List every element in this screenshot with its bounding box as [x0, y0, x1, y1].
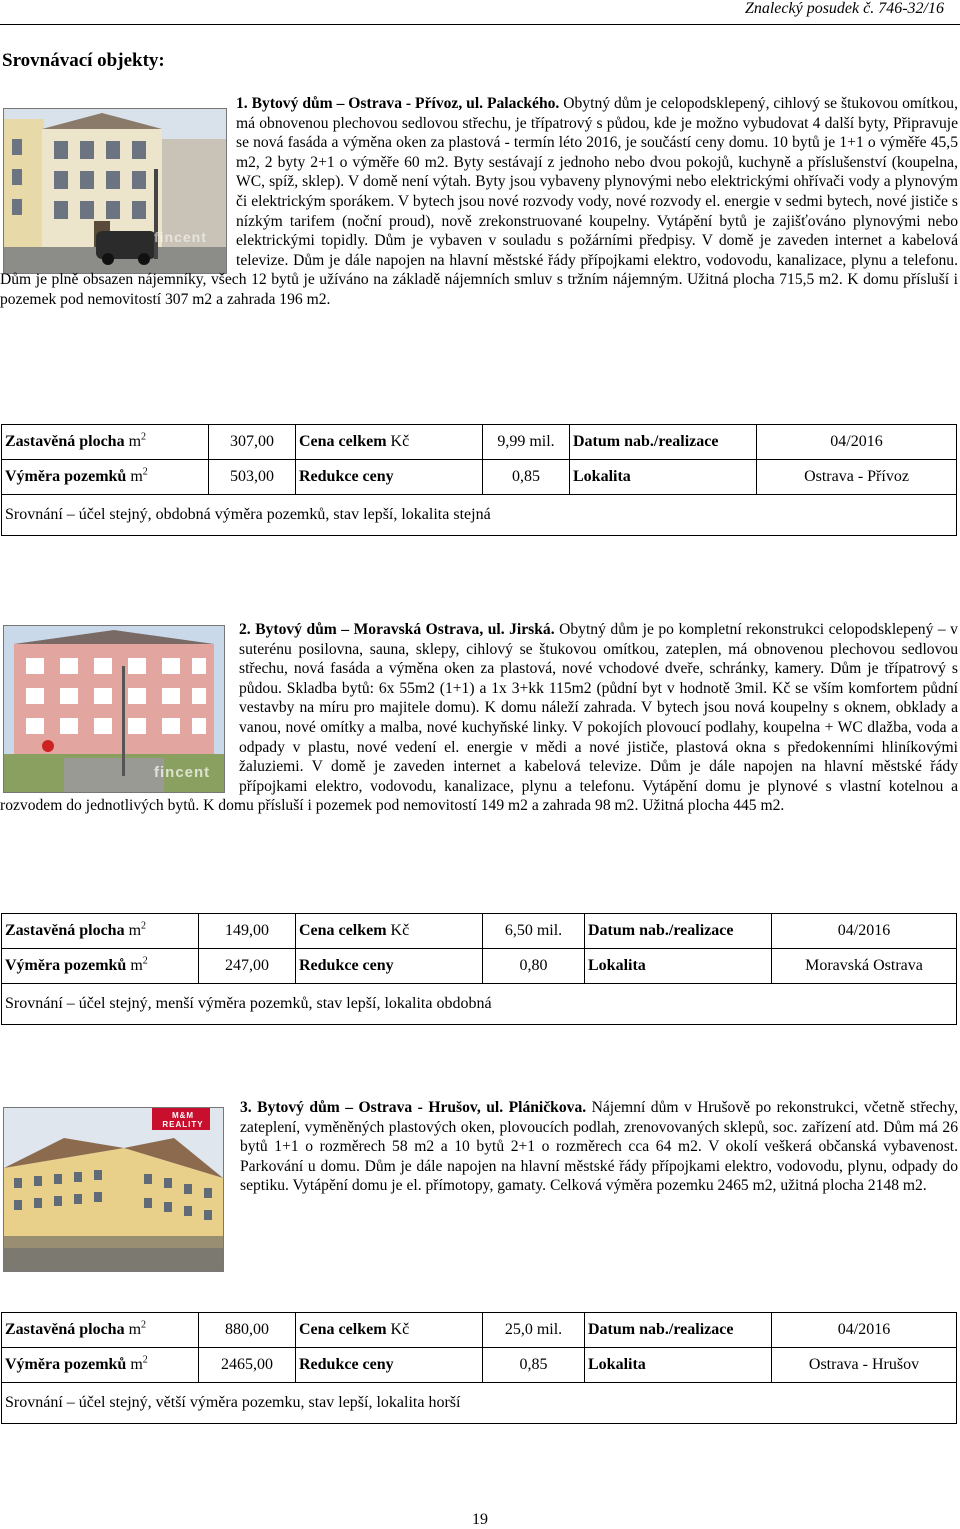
zastavena-plocha-value: 149,00 — [199, 914, 296, 949]
srovnani-text: Srovnání – účel stejný, menší výměra pozemků, stav lepší, lokalita obdobná — [2, 984, 957, 1025]
photo-watermark-3: M&M REALITY — [162, 1111, 204, 1129]
object-3-parameters-table: Zastavěná plocha $m^2$ 880,00 Cena celkem Kč 25,0 mil. Datum nab./realizace 04/2016 Výměra pozemků $m^2$ 2465,00 Redukce ceny 0,85 Lokalita Ostrava - Hrušov Srovnání – účel stejný, větší výměra pozemku, stav lepší, lokalita horší — [1, 1312, 957, 1424]
document-header: Znalecký posudek č. 746-32/16 — [744, 0, 944, 17]
datum-value: 04/2016 — [772, 914, 957, 949]
redukce-value: 0,85 — [483, 460, 570, 495]
vymera-pozemku-value: 2465,00 — [199, 1348, 296, 1383]
header-divider — [0, 24, 960, 25]
datum-value: 04/2016 — [772, 1313, 957, 1348]
redukce-value: 0,85 — [483, 1348, 585, 1383]
lokalita-value: Moravská Ostrava — [772, 949, 957, 984]
object-2-description — [0, 620, 958, 816]
object-1-heading: 1. Bytový dům – Ostrava - Přívoz, ul. Palackého. — [236, 95, 560, 112]
zastavena-plocha-value: 880,00 — [199, 1313, 296, 1348]
photo-watermark-2: fincent — [154, 764, 211, 781]
object-3-heading: 3. Bytový dům – Ostrava - Hrušov, ul. Pláničkova. — [240, 1099, 587, 1116]
object-2-text: Obytný dům je po kompletní rekonstrukci celopodsklepený – v suterénu posilovna, sauna, sklepy, cihlový se štukovou omítkou, zateplen, má obnovenou plechovou sedlovou střechu, nová fasáda a výměna oken za plastová, nové vchodové dveře, schránky, kamery. Dům je třípatrový s půdou. Skladba bytů: 6x 55m2 (1+1) a 1x 3+kk 115m2 (půdní byt v hodnotě 3mil. Kč se vším komfortem půdní vestavby na míru pro majitele domu). K domu náleží zahrada. V bytech jsou nová koupelny s oknem, obklady a vanou, nové omítky a malba, nové kuchyňské linky. V pokojích plovoucí podlahy, koupelna + WC dlažba, voda a odpady v plastu, nové vedení el. energie v mědi a nové jističe, plastová okna s předokenními hliníkovými žaluziemi. V domě je zaveden internet a kabelová televize. Dům je dále napojen na hlavní městské řády přípojkami elektro, vodovodu, kanalizace, plynu a telefonu. Vytápění domu je plynové s vlastní kotelnou a rozvodem do jednotlivých bytů. K domu přísluší i pozemek pod nemovitostí 149 m2 a zahrada 98 m2. Užitná plocha 445 m2. — [0, 621, 958, 815]
vymera-pozemku-value: 503,00 — [209, 460, 296, 495]
lokalita-value: Ostrava - Hrušov — [772, 1348, 957, 1383]
object-3-description — [0, 1098, 958, 1274]
photo-watermark-1: fincent — [154, 229, 207, 245]
cena-celkem-value: 25,0 mil. — [483, 1313, 585, 1348]
cena-celkem-value: 6,50 mil. — [483, 914, 585, 949]
page-number: 19 — [472, 1511, 488, 1528]
lokalita-value: Ostrava - Přívoz — [757, 460, 957, 495]
vymera-pozemku-value: 247,00 — [199, 949, 296, 984]
zastavena-plocha-value: 307,00 — [209, 425, 296, 460]
cena-celkem-value: 9,99 mil. — [483, 425, 570, 460]
object-2-parameters-table: Zastavěná plocha $m^2$ 149,00 Cena celkem Kč 6,50 mil. Datum nab./realizace 04/2016 Výměra pozemků $m^2$ 247,00 Redukce ceny 0,80 Lokalita Moravská Ostrava Srovnání – účel stejný, menší výměra pozemků, stav lepší, lokalita obdobná — [1, 913, 957, 1025]
section-title: Srovnávací objekty: — [2, 50, 165, 71]
object-2-heading: 2. Bytový dům – Moravská Ostrava, ul. Jirská. — [239, 621, 555, 638]
object-3-text: Nájemní dům v Hrušově po rekonstrukci, včetně střechy, zateplení, vyměněných plastových oken, plovoucích podlah, zrenovovaných sklepů, soc. zařízení atd. Dům má 26 bytů 1+1 o rozměrech 58 m2 a 10 bytů 2+1 o rozměrech cca 64 m2. V okolí veškerá občanská vybavenost. Parkování u domu. Dům je dále napojen na hlavní městské řády přípojkami elektro, vodovodu, plynu, odpady do septiku. Vytápění domu je el. přímotopy, gamaty. Celková výměra pozemku 2465 m2, užitná plocha 2148 m2. — [240, 1099, 958, 1195]
object-1-parameters-table: Zastavěná plocha $m^2$ 307,00 Cena celkem Kč 9,99 mil. Datum nab./realizace 04/2016 Výměra pozemků $m^2$ 503,00 Redukce ceny 0,85 Lokalita Ostrava - Přívoz Srovnání – účel stejný, obdobná výměra pozemků, stav lepší, lokalita stejná — [1, 424, 957, 536]
srovnani-text: Srovnání – účel stejný, větší výměra pozemku, stav lepší, lokalita horší — [2, 1383, 957, 1424]
datum-value: 04/2016 — [757, 425, 957, 460]
redukce-value: 0,80 — [483, 949, 585, 984]
srovnani-text: Srovnání – účel stejný, obdobná výměra pozemků, stav lepší, lokalita stejná — [2, 495, 957, 536]
object-1-description — [0, 94, 958, 310]
object-1-text: Obytný dům je celopodsklepený, cihlový se štukovou omítkou, má obnovenou plechovou sedlovou střechu, je třípatrový s půdou, kde je možno vybudovat 4 další byty, Připravuje se nová fasáda a výměna oken za plastová - termín léto 2016, je součástí ceny domu. 10 bytů je 1+1 o výměře 45,5 m2, 2 byty 2+1 o výměře 60 m2. Byty sestávají z jednoho nebo dvou pokojů, kuchyně a příslušenství (koupelna, WC, spíž, sklep). V domě není výtah. Byty jsou vybaveny plynovými nebo elektrickými ohřívači vody a plynovým či elektrickým sporákem. V bytech jsou nové rozvody vody, nové rozvody el. energie v sedmi bytech, nové jističe s nízkým tarifem (noční proud), nově zrekonstruované koupelny. Vytápění bytů je zajišťováno plynovými nebo elektrickými topidly. Dům je vybaven v souladu s požárními předpisy. V domě je zaveden internet a kabelová televize. Dům je dále napojen na hlavní městské řády přípojkami elektro, vodovodu, kanalizace, plynu a telefonu. Dům je plně obsazen nájemníky, všech 12 bytů je užíváno na základě nájemních smluv s tržním nájemným. Užitná plocha 715,5 m2. K domu přísluší i pozemek pod nemovitostí 307 m2 a zahrada 196 m2. — [0, 95, 958, 308]
